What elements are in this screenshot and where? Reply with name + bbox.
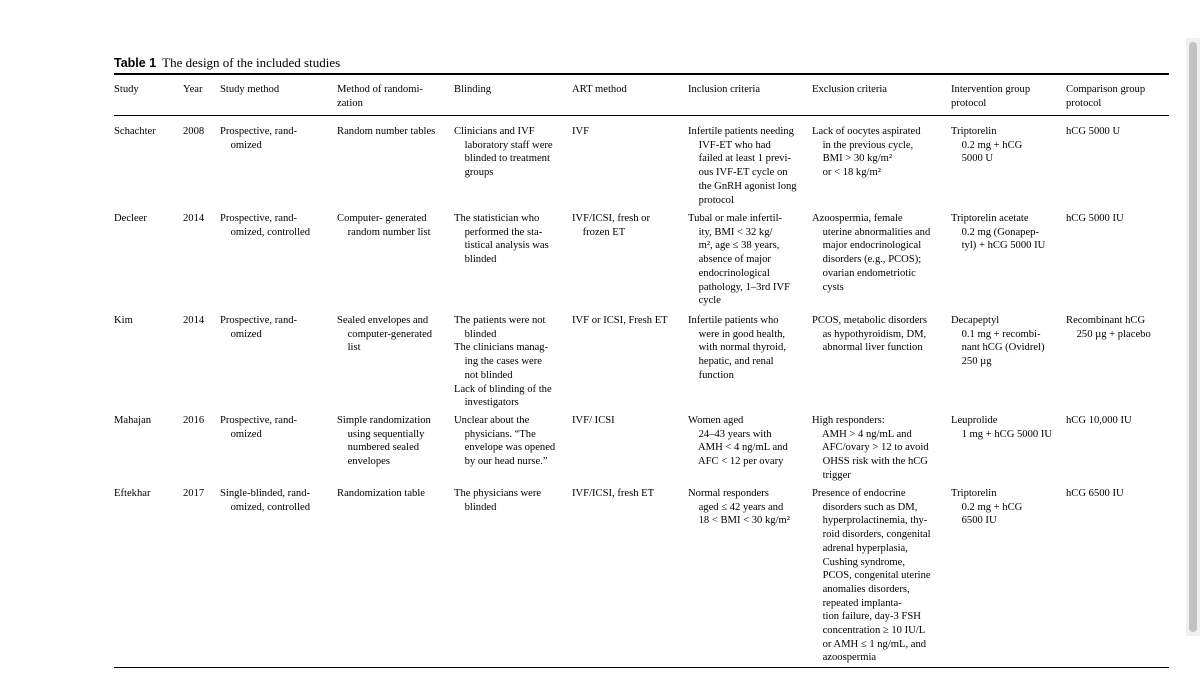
row-year: 2014 [183,315,205,326]
table-header-rule [114,115,1169,116]
row-year: 2014 [183,213,205,224]
header-study: Study [114,84,139,95]
row-art-method: IVF/ICSI, fresh ET [572,488,655,499]
scrollbar-thumb[interactable] [1189,42,1197,632]
row-comparison: hCG 10,000 IU [1066,415,1132,426]
row-blinding: Clinicians and IVF laboratory staff were blinded to treatment groups [454,126,553,179]
table-caption-title: The design of the included studies [162,55,341,70]
row-intervention: Decapeptyl 0.1 mg + recombi- nant hCG (Ovidrel) 250 µg [951,315,1045,368]
row-year: 2008 [183,126,205,137]
row-inclusion: Normal responders aged ≤ 42 years and 18 < BMI < 30 kg/m² [688,488,790,527]
header-art-method: ART method [572,84,627,95]
header-intervention: Intervention group protocol [951,84,1031,109]
row-inclusion: Infertile patients who were in good health, with normal thyroid, hepatic, and renal function [688,315,786,381]
header-randomization: Method of randomi- zation [337,84,423,109]
row-blinding: The statistician who performed the sta- tistical analysis was blinded [454,213,549,266]
row-randomization: Random number tables [337,126,436,137]
row-year: 2016 [183,415,205,426]
row-randomization: Randomization table [337,488,425,499]
row-study: Eftekhar [114,488,151,499]
header-comparison: Comparison group protocol [1066,84,1146,109]
table-top-rule [114,73,1169,75]
row-intervention: Triptorelin 0.2 mg + hCG 6500 IU [951,488,1023,527]
row-comparison: hCG 6500 IU [1066,488,1124,499]
row-intervention: Triptorelin 0.2 mg + hCG 5000 U [951,126,1023,165]
row-randomization: Simple randomization using sequentially numbered sealed envelopes [337,415,431,468]
header-blinding: Blinding [454,84,492,95]
row-randomization: Computer- generated random number list [337,213,431,238]
row-art-method: IVF or ICSI, Fresh ET [572,315,668,326]
row-blinding: The patients were not blinded The clinicians manag- ing the cases were not blinded Lack of blinding of the investigators [454,315,552,409]
row-art-method: IVF/ICSI, fresh or frozen ET [572,213,650,238]
row-intervention: Triptorelin acetate 0.2 mg (Gonapep- tyl) + hCG 5000 IU [951,213,1046,252]
row-art-method: IVF/ ICSI [572,415,615,426]
row-study-method: Prospective, rand- omized [220,415,298,440]
row-exclusion: High responders: AMH > 4 ng/mL and AFC/ovary > 12 to avoid OHSS risk with the hCG trigger [812,415,929,481]
header-exclusion: Exclusion criteria [812,84,888,95]
row-blinding: The physicians were blinded [454,488,542,513]
row-study-method: Prospective, rand- omized [220,315,298,340]
row-study-method: Prospective, rand- omized [220,126,298,151]
row-art-method: IVF [572,126,590,137]
table-bottom-rule [114,667,1169,668]
row-year: 2017 [183,488,205,499]
row-study: Decleer [114,213,147,224]
row-exclusion: PCOS, metabolic disorders as hypothyroidism, DM, abnormal liver function [812,315,928,354]
table-caption-label: Table 1 [114,56,157,70]
row-exclusion: Presence of endocrine disorders such as DM, hyperprolactinemia, thy- roid disorders, congenital adrenal hyperplasia, Cushing syndrome, PCOS, congenital uterine anomalies disorders, repeated implanta- tion failure, day-3 FSH concentration ≥ 10 IU/L or AMH ≤ 1 ng/mL, and azoospermia [812,488,931,664]
header-study-method: Study method [220,84,280,95]
row-comparison: Recombinant hCG 250 µg + placebo [1066,315,1151,340]
row-study: Mahajan [114,415,152,426]
row-intervention: Leuprolide 1 mg + hCG 5000 IU [951,415,1053,440]
row-study-method: Prospective, rand- omized, controlled [220,213,311,238]
header-inclusion: Inclusion criteria [688,84,761,95]
row-study-method: Single-blinded, rand- omized, controlled [220,488,311,513]
row-study: Kim [114,315,133,326]
row-exclusion: Azoospermia, female uterine abnormalities and major endocrinological disorders (e.g., PCOS); ovarian endometriotic cysts [812,213,931,293]
row-inclusion: Infertile patients needing IVF-ET who had failed at least 1 previ- ous IVF-ET cycle on the GnRH agonist long protocol [688,126,797,206]
row-study: Schachter [114,126,156,137]
header-year: Year [183,84,203,95]
row-inclusion: Women aged 24–43 years with AMH < 4 ng/mL and AFC < 12 per ovary [688,415,788,468]
row-comparison: hCG 5000 U [1066,126,1121,137]
row-randomization: Sealed envelopes and computer-generated list [337,315,433,354]
row-inclusion: Tubal or male infertil- ity, BMI < 32 kg/ m², age ≤ 38 years, absence of major endocrinological pathology, 1–3rd IVF cycle [688,213,791,307]
row-exclusion: Lack of oocytes aspirated in the previous cycle, BMI > 30 kg/m² or < 18 kg/m² [812,126,921,179]
row-blinding: Unclear about the physicians. “The envelope was opened by our head nurse.” [454,415,556,468]
table-caption [114,55,340,71]
row-comparison: hCG 5000 IU [1066,213,1124,224]
